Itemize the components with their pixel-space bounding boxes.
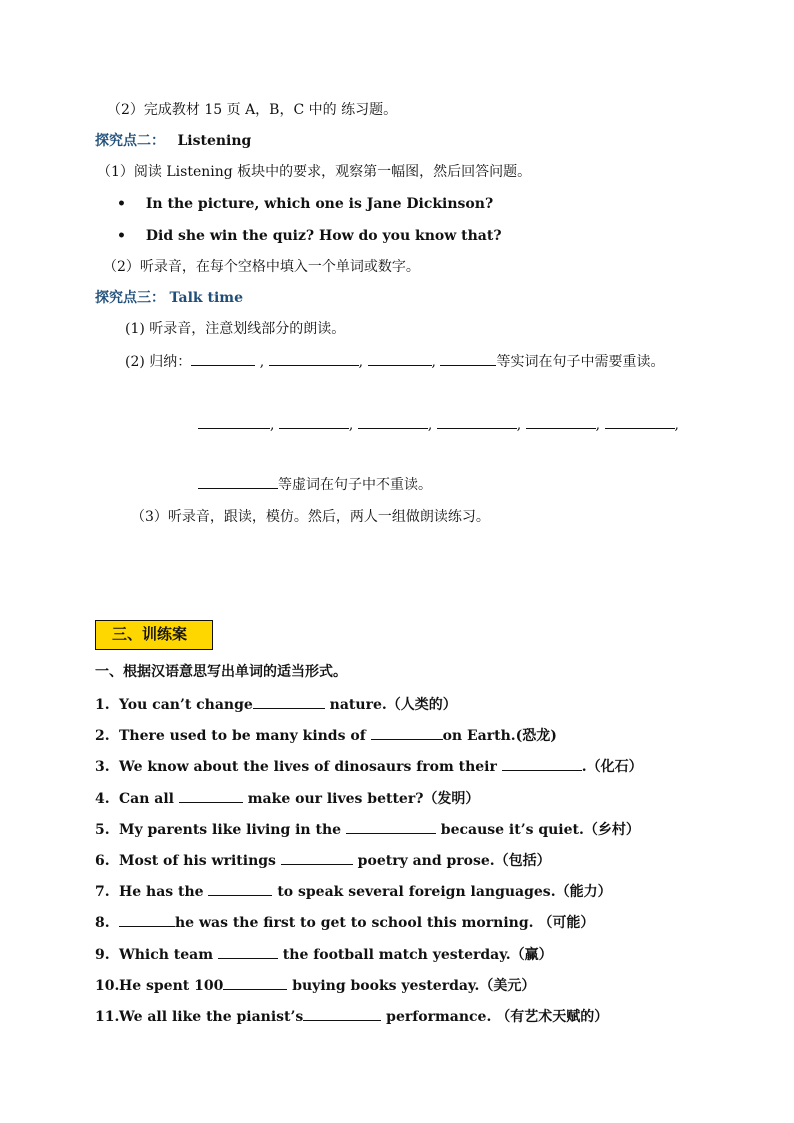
blank-field[interactable] xyxy=(358,414,428,429)
blank-field[interactable] xyxy=(440,351,496,366)
separator: , xyxy=(255,354,265,370)
separator: , xyxy=(516,417,522,433)
separator: , xyxy=(427,417,433,433)
item-text-after: buying books yesterday.（美元） xyxy=(287,978,536,994)
item-text-after: poetry and prose.（包括） xyxy=(352,853,551,869)
bullet-item-1 xyxy=(117,194,493,214)
item-text-before: Can all xyxy=(119,791,179,807)
item-text-after: the football match yesterday.（赢） xyxy=(277,947,553,963)
point-2-q2: （2）听录音，在每个空格中填入一个单词或数字。 xyxy=(103,259,420,275)
point-3-q2-line3 xyxy=(198,474,432,495)
exercise-item xyxy=(95,1006,608,1027)
item-text-after: .（化石） xyxy=(581,759,643,775)
bullet-item-2 xyxy=(117,226,502,246)
item-text-before: He has the xyxy=(119,884,209,900)
answer-blank[interactable] xyxy=(208,881,272,896)
blank-field[interactable] xyxy=(279,414,349,429)
bullet-text: In the picture, which one is Jane Dickinson? xyxy=(145,196,494,212)
answer-blank[interactable] xyxy=(303,1006,381,1021)
blank-field[interactable] xyxy=(437,414,517,429)
answer-blank[interactable] xyxy=(179,788,243,803)
answer-blank[interactable] xyxy=(371,725,443,740)
point-3-q3: （3）听录音，跟读，模仿。然后，两人一组做朗读练习。 xyxy=(131,509,490,525)
item-text-after: he was the first to get to school this morning. （可能） xyxy=(175,915,595,931)
answer-blank[interactable] xyxy=(281,850,353,865)
point-2-q1: （1）阅读 Listening 板块中的要求，观察第一幅图，然后回答问题。 xyxy=(97,164,532,180)
separator: , xyxy=(674,417,679,433)
item-text-after: to speak several foreign languages.（能力） xyxy=(272,884,612,900)
blank-field[interactable] xyxy=(198,414,270,429)
q2-line3-suffix: 等虚词在句子中不重读。 xyxy=(278,477,432,493)
blank-field[interactable] xyxy=(605,414,675,429)
answer-blank[interactable] xyxy=(253,694,325,709)
exercise-heading: 一、根据汉语意思写出单词的适当形式。 xyxy=(95,664,347,680)
point-3-q1: (1) 听录音，注意划线部分的朗读。 xyxy=(125,321,346,337)
item-text-before: We know about the lives of dinosaurs from their xyxy=(119,759,502,775)
point-3-heading xyxy=(95,288,243,308)
separator: , xyxy=(358,354,364,370)
exercise-item xyxy=(95,694,457,715)
item-number: 10. xyxy=(95,978,120,994)
item-number: 9. xyxy=(95,947,110,963)
blank-field[interactable] xyxy=(269,351,359,366)
point-3-q2-line2 xyxy=(198,414,679,435)
exercise-item xyxy=(95,944,553,965)
answer-blank[interactable] xyxy=(218,944,278,959)
item-text-before: There used to be many kinds of xyxy=(119,728,371,744)
exercise-item xyxy=(95,725,557,746)
item-number: 11. xyxy=(95,1009,120,1025)
item-text-after: because it’s quiet.（乡村） xyxy=(435,822,640,838)
task-2-text: （2）完成教材 15 页 A，B，C 中的 练习题。 xyxy=(107,102,398,118)
item-text-before: Which team xyxy=(119,947,218,963)
q2-suffix: 等实词在句子中需要重读。 xyxy=(496,354,665,370)
item-number: 8. xyxy=(95,915,110,931)
separator: , xyxy=(348,417,354,433)
exercise-item xyxy=(95,819,640,840)
item-number: 2. xyxy=(95,728,110,744)
answer-blank[interactable] xyxy=(223,975,287,990)
item-number: 3. xyxy=(95,759,110,775)
separator: , xyxy=(270,417,275,433)
point-2-heading xyxy=(95,131,251,151)
blank-field[interactable] xyxy=(198,474,278,489)
exercise-item xyxy=(95,756,643,777)
bullet-icon: • xyxy=(117,228,126,244)
point-2-label: 探究点二： xyxy=(95,133,165,149)
item-text-before: He spent 100 xyxy=(119,978,224,994)
item-number: 6. xyxy=(95,853,110,869)
exercise-item xyxy=(95,788,479,809)
exercise-item xyxy=(95,850,551,871)
exercise-item xyxy=(95,881,612,902)
separator: , xyxy=(595,417,601,433)
point-2-title: Listening xyxy=(177,133,252,149)
item-text-before: We all like the pianist’s xyxy=(119,1009,304,1025)
item-text-after: performance. （有艺术天赋的） xyxy=(381,1009,609,1025)
item-number: 5. xyxy=(95,822,110,838)
item-number: 4. xyxy=(95,791,110,807)
item-text-before: You can’t change xyxy=(119,697,253,713)
blank-field[interactable] xyxy=(526,414,596,429)
bullet-icon: • xyxy=(117,196,126,212)
point-3-title: Talk time xyxy=(169,290,244,306)
item-text-before: Most of his writings xyxy=(119,853,281,869)
answer-blank[interactable] xyxy=(502,756,582,771)
point-3-label: 探究点三： xyxy=(95,290,165,306)
bullet-text: Did she win the quiz? How do you know that? xyxy=(145,228,502,244)
blank-field[interactable] xyxy=(368,351,432,366)
item-text-after: nature.（人类的） xyxy=(324,697,457,713)
item-text-before: My parents like living in the xyxy=(119,822,346,838)
exercise-item xyxy=(95,912,594,933)
answer-blank[interactable] xyxy=(346,819,436,834)
item-number: 7. xyxy=(95,884,110,900)
item-number: 1. xyxy=(95,697,110,713)
q2-prefix: (2) 归纳： xyxy=(125,354,192,370)
separator: , xyxy=(431,354,436,370)
item-text-after: make our lives better?（发明） xyxy=(242,791,480,807)
item-text-after: on Earth.(恐龙) xyxy=(442,728,557,744)
blank-field[interactable] xyxy=(191,351,255,366)
section-title-badge: 三、训练案 xyxy=(95,620,213,650)
exercise-item xyxy=(95,975,535,996)
point-3-q2 xyxy=(125,351,664,372)
answer-blank[interactable] xyxy=(119,912,175,927)
